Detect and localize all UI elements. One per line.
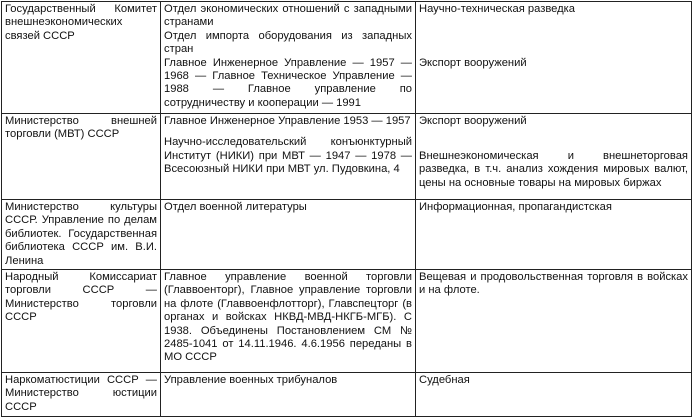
functions-cell	[416, 114, 692, 200]
organization-cell	[2, 2, 161, 114]
table-row	[2, 2, 692, 114]
department-item: Главное Инженерное Управление — 1957 — 1968 — Главное Техническое Управление — 1988 — Главное управление по сотрудничеству и кооперации — 1991	[164, 56, 412, 109]
departments-cell	[161, 373, 416, 417]
functions-cell	[416, 200, 692, 270]
function-item: Внешнеэкономическая и внешнеторговая разведка, в т.ч. анализ хождения мировых валют, цены на основные товары на мировых биржах	[419, 149, 688, 189]
department-item: Отдел военной литературы	[164, 201, 307, 213]
department-item: Научно-исследовательский конъюнктурный Институт (НИКИ) при МВТ — 1947 — 1978 — Всесоюзный НИКИ при МВТ ул. Пудовкина, 4	[164, 136, 412, 176]
function-item: Экспорт вооружений	[419, 115, 527, 127]
functions-cell	[416, 270, 692, 373]
organization-name: Наркоматюстиции СССР — Министерство юстиции СССР	[5, 374, 157, 413]
departments-cell	[161, 200, 416, 270]
table-row	[2, 270, 692, 373]
functions-cell	[416, 2, 692, 114]
organizations-table	[1, 1, 692, 417]
organization-name: Государственный Комитет внешнеэкономических связей СССР	[5, 3, 157, 42]
table-row	[2, 373, 692, 417]
function-item: Информационная, пропагандистская	[419, 201, 612, 213]
functions-cell	[416, 373, 692, 417]
department-item: Главное Инженерное Управление 1953 — 1957	[164, 115, 411, 127]
table-row	[2, 200, 692, 270]
table-row	[2, 114, 692, 200]
organization-name: Народный Комиссариат торговли СССР — Министерство торговли СССР	[5, 271, 157, 324]
organization-cell	[2, 200, 161, 270]
departments-cell	[161, 270, 416, 373]
organization-cell	[2, 373, 161, 417]
function-item: Экспорт вооружений	[419, 56, 527, 69]
organization-cell	[2, 114, 161, 200]
organization-name: Министерство внешней торговли (МВТ) СССР	[5, 115, 157, 141]
organization-name: Министерство культуры СССР. Управление по делам библиотек. Государственная библиотека СССР им. В.И. Ленина	[5, 201, 157, 267]
departments-cell	[161, 2, 416, 114]
function-item: Судебная	[419, 374, 470, 387]
function-item: Научно-техническая разведка	[419, 3, 576, 15]
department-item: Отдел экономических отношений с западными странами	[164, 3, 412, 29]
department-item: Главное управление военной торговли (Главвоенторг), Главное управление торговли на флоте (Главвоенфлотторг), Главспецторг (в органах и войсках НКВД-МВД-НКГБ-МГБ). С 1938. Объединены Постановлением СМ № 2485-1041 от 14.11.1946. 4.6.1956 переданы в МО СССР	[164, 271, 412, 364]
departments-cell	[161, 114, 416, 200]
department-item: Управление военных трибуналов	[164, 374, 338, 387]
department-item: Отдел импорта оборудования из западных стран	[164, 29, 412, 56]
organization-cell	[2, 270, 161, 373]
function-item: Вещевая и продовольственная торговля в войсках и на флоте.	[419, 271, 688, 297]
